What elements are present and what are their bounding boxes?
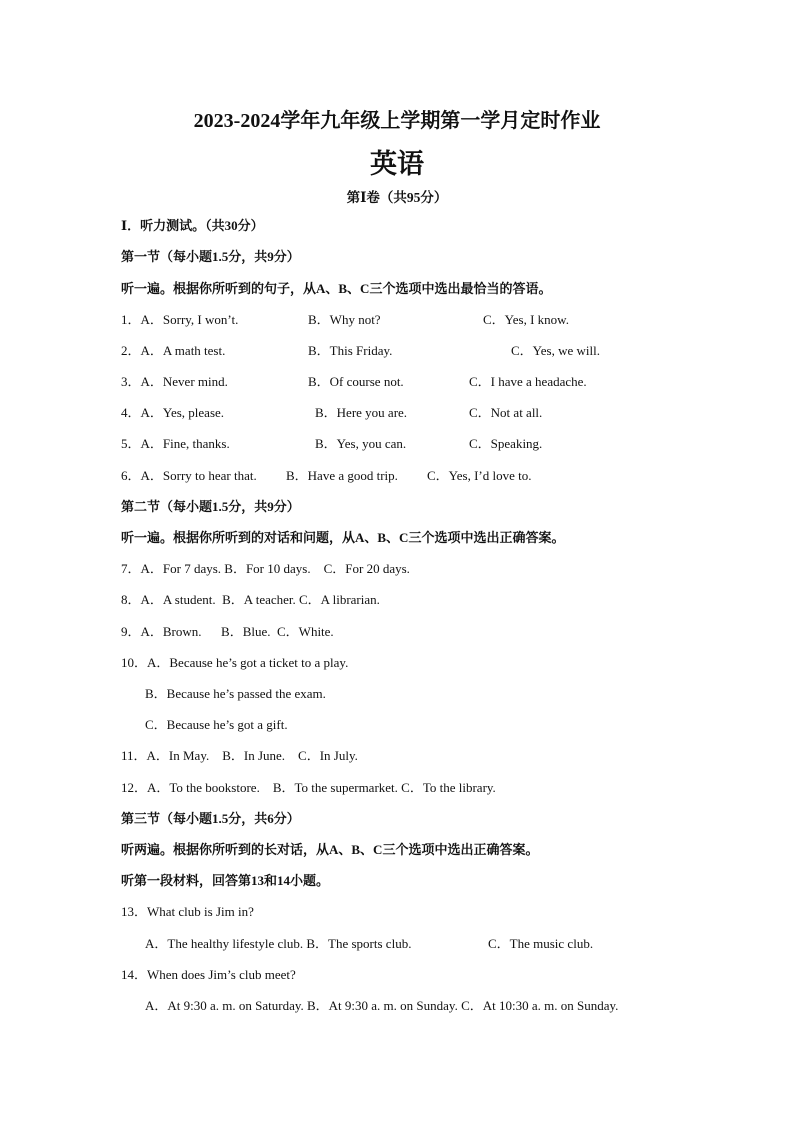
question-row: 9．A．Brown. B．Blue. C．White.	[121, 624, 334, 639]
option-c: C．Yes, I know.	[483, 312, 569, 327]
question-row: 12．A．To the bookstore. B．To the supermarket. C．To the library.	[121, 780, 496, 795]
question-row: 10．A．Because he’s got a ticket to a play.	[121, 655, 349, 670]
option-a: 1．A．Sorry, I won’t.	[121, 312, 239, 327]
option-a: 4．A．Yes, please.	[121, 405, 225, 420]
option-a: 2．A．A math test.	[121, 343, 226, 358]
question-stem: 14．When does Jim’s club meet?	[121, 967, 296, 982]
question-row: 7．A．For 7 days. B．For 10 days. C．For 20 days.	[121, 561, 410, 576]
question-option: C．Because he’s got a gift.	[145, 717, 288, 732]
exam-title: 2023-2024学年九年级上学期第一学月定时作业	[193, 110, 601, 132]
option-b: B．Yes, you can.	[315, 436, 407, 451]
option-b: B．Have a good trip.	[286, 468, 398, 483]
option-c: C．Yes, I’d love to.	[427, 468, 532, 483]
section3-instruction: 听两遍。根据你所听到的长对话，从A、B、C三个选项中选出正确答案。	[121, 842, 539, 857]
option-c: C．Speaking.	[469, 436, 543, 451]
volume-heading: 第Ⅰ卷（共95分）	[346, 190, 448, 205]
option-c: C．I have a headache.	[469, 374, 587, 389]
question-row: 11．A．In May. B．In June. C．In July.	[121, 748, 358, 763]
option-a: 5．A．Fine, thanks.	[121, 436, 230, 451]
section2-instruction: 听一遍。根据你所听到的对话和问题，从A、B、C三个选项中选出正确答案。	[121, 530, 565, 545]
option-ab: A．The healthy lifestyle club. B．The sports club.	[145, 936, 412, 951]
option-a: 3．A．Never mind.	[121, 374, 228, 389]
subject-title: 英语	[370, 149, 424, 179]
question-stem: 13．What club is Jim in?	[121, 904, 254, 919]
question-row: 8．A．A student. B．A teacher. C．A librarian.	[121, 592, 380, 607]
part-heading: Ⅰ．听力测试。（共30分）	[121, 218, 264, 233]
option-c: C．The music club.	[488, 936, 594, 951]
option-c: C．Not at all.	[469, 405, 543, 420]
section3-heading: 第三节（每小题1.5分，共6分）	[121, 811, 300, 826]
option-b: B．Of course not.	[308, 374, 404, 389]
question-option: B．Because he’s passed the exam.	[145, 686, 326, 701]
option-b: B．This Friday.	[308, 343, 393, 358]
option-b: B．Here you are.	[315, 405, 408, 420]
section2-heading: 第二节（每小题1.5分，共9分）	[121, 499, 300, 514]
option-c: C．Yes, we will.	[511, 343, 600, 358]
material-note: 听第一段材料，回答第13和14小题。	[121, 873, 330, 888]
question-row: A．At 9:30 a. m. on Saturday. B．At 9:30 a. m. on Sunday. C．At 10:30 a. m. on Sunday.	[145, 998, 619, 1013]
section1-heading: 第一节（每小题1.5分，共9分）	[121, 249, 300, 264]
option-a: 6．A．Sorry to hear that.	[121, 468, 257, 483]
option-b: B．Why not?	[308, 312, 381, 327]
section1-instruction: 听一遍。根据你所听到的句子，从A、B、C三个选项中选出最恰当的答语。	[121, 281, 552, 296]
